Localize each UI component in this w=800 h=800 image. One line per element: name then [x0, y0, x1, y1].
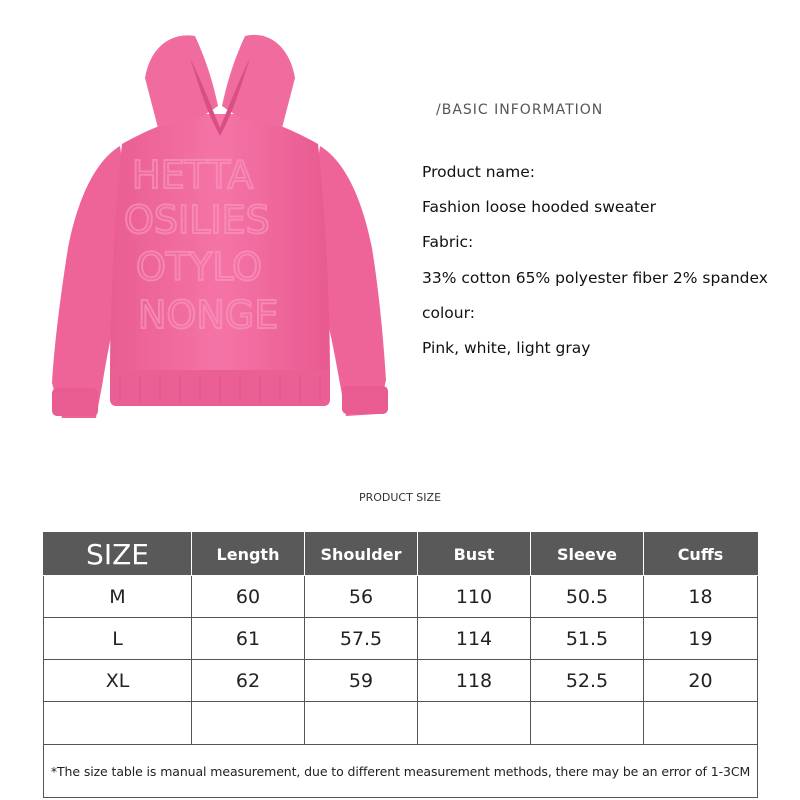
- colour-value: Pink, white, light gray: [422, 338, 591, 357]
- size-cell: M: [44, 576, 192, 618]
- table-row: [44, 660, 758, 702]
- size-table-header-row: [44, 533, 758, 576]
- product-name-label: Product name:: [422, 163, 535, 181]
- product-name-value: Fashion loose hooded sweater: [422, 198, 656, 217]
- empty-cell: [531, 702, 644, 745]
- fabric-value: 33% cotton 65% polyester fiber 2% spandex: [422, 268, 768, 287]
- column-header-sleeve: Sleeve: [531, 533, 644, 576]
- fabric-label: Fabric:: [422, 233, 474, 252]
- size-cell: L: [44, 618, 192, 660]
- empty-cell: [644, 702, 758, 745]
- basic-information-heading: /BASIC INFORMATION: [436, 102, 604, 118]
- shoulder-cell: 56: [305, 576, 418, 618]
- shoulder-cell: 57.5: [305, 618, 418, 660]
- shoulder-cell: 59: [305, 660, 418, 702]
- sleeve-cell: 50.5: [531, 576, 644, 618]
- bust-cell: 110: [418, 576, 531, 618]
- length-cell: 62: [192, 660, 305, 702]
- svg-text:NONGE: NONGE: [138, 293, 279, 337]
- colour-label: colour:: [422, 303, 475, 322]
- hoodie-product-image: [40, 18, 400, 428]
- svg-text:HETTA: HETTA: [132, 153, 254, 197]
- cuffs-cell: 18: [644, 576, 758, 618]
- empty-cell: [305, 702, 418, 745]
- cuffs-cell: 19: [644, 618, 758, 660]
- table-row: [44, 618, 758, 660]
- product-info-list: [422, 160, 768, 371]
- length-cell: 61: [192, 618, 305, 660]
- empty-cell: [418, 702, 531, 745]
- empty-cell: [192, 702, 305, 745]
- empty-cell: [44, 702, 192, 745]
- size-table: [43, 532, 758, 798]
- sleeve-cell: 51.5: [531, 618, 644, 660]
- note-row: [44, 745, 758, 798]
- column-header-length: Length: [192, 533, 305, 576]
- length-cell: 60: [192, 576, 305, 618]
- cuffs-cell: 20: [644, 660, 758, 702]
- empty-table-row: [44, 702, 758, 745]
- column-header-shoulder: Shoulder: [305, 533, 418, 576]
- bust-cell: 118: [418, 660, 531, 702]
- column-header-size: SIZE: [44, 533, 192, 576]
- measurement-note: *The size table is manual measurement, due to different measurement methods, there may be an error of 1-3CM: [44, 745, 758, 798]
- column-header-bust: Bust: [418, 533, 531, 576]
- bust-cell: 114: [418, 618, 531, 660]
- product-size-heading: PRODUCT SIZE: [358, 491, 442, 504]
- sleeve-cell: 52.5: [531, 660, 644, 702]
- table-row: [44, 576, 758, 618]
- column-header-cuffs: Cuffs: [644, 533, 758, 576]
- svg-text:OSILIES: OSILIES: [124, 198, 270, 242]
- size-cell: XL: [44, 660, 192, 702]
- svg-text:OTYLO: OTYLO: [136, 245, 263, 289]
